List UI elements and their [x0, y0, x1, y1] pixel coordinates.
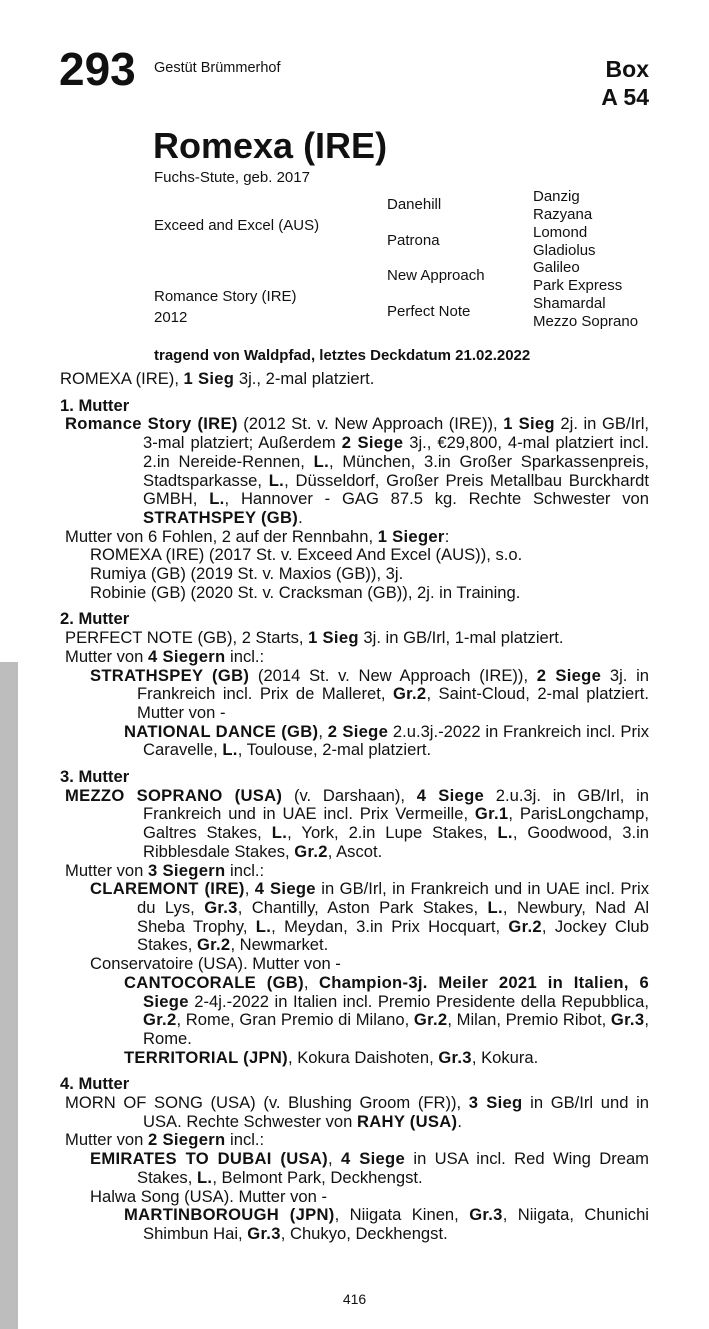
text: 3. Mutter [60, 767, 130, 787]
text: in USA incl. Red Wing Dream Stakes, [137, 1149, 649, 1187]
paragraph [0, 648, 649, 667]
bold-text: 4 Siege [340, 1149, 405, 1169]
bold-text: Gr.2 [294, 841, 328, 861]
paragraph [0, 723, 649, 760]
bold-text: L. [196, 1167, 213, 1187]
bold-text: NATIONAL DANCE (GB) [124, 721, 319, 741]
text: in GB/Irl und in USA. Rechte Schwester von [143, 1093, 649, 1131]
paragraph [0, 1188, 649, 1207]
covering-info: tragend von Waldpfad, letztes Deckdatum 21.02.2022 [154, 347, 531, 364]
box-number: A 54 [601, 84, 649, 110]
text: 1. Mutter [60, 395, 130, 415]
text: : [444, 526, 450, 546]
text: , Newmarket. [230, 935, 329, 955]
text: . [457, 1111, 463, 1131]
text: 2-4j.-2022 in Italien incl. Premio Presidente della Repubblica, [188, 991, 649, 1011]
text: , York, 2.in Lupe Stakes, [287, 823, 498, 843]
text: , Rome, Gran Premio di Milano, [176, 1010, 414, 1030]
text: , [327, 1149, 341, 1169]
text: 3j., 2-mal platziert. [234, 369, 375, 388]
paragraph [0, 546, 649, 565]
bold-text: L. [209, 489, 225, 509]
text: 2j. in GB/Irl, 3-mal platziert; Außerdem [143, 414, 650, 453]
text: (2014 St. v. New Approach (IRE)), [249, 665, 537, 685]
bold-text: Gr.2 [392, 684, 427, 704]
bold-text: EMIRATES TO DUBAI (USA) [90, 1149, 328, 1169]
pedigree-gen3: Shamardal [533, 295, 606, 312]
bold-text: 2 Siege [536, 665, 602, 685]
paragraph [0, 370, 649, 389]
text: Mutter von [65, 1130, 149, 1150]
text: 2. Mutter [60, 609, 130, 629]
bold-text: 4 Siege [254, 879, 316, 899]
text: , Rome. [143, 1010, 649, 1048]
bold-text: 2 Siege [327, 721, 389, 741]
paragraph [0, 974, 649, 1049]
text: , ParisLongchamp, Galtres Stakes, [143, 804, 649, 843]
text: , Meydan, 3.in Prix Hocquart, [271, 916, 509, 936]
bold-text: 3 Sieg [468, 1093, 523, 1113]
section-heading [0, 1075, 649, 1094]
text: 2.u.3j.-2022 in Frankreich incl. Prix Caravelle, [143, 721, 649, 760]
paragraph [0, 667, 649, 723]
pedigree-notes [0, 370, 649, 1244]
paragraph [0, 1094, 649, 1131]
bold-text: L. [255, 916, 272, 936]
text: . [298, 507, 303, 527]
pedigree-gen3: Danzig [533, 188, 580, 205]
text: 2.u.3j. in GB/Irl, in Frankreich und in UAE incl. Prix Vermeille, [143, 785, 649, 824]
bold-text: Gr.3 [438, 1047, 472, 1067]
text: , Belmont Park, Deckhengst. [212, 1167, 423, 1187]
bold-text: Gr.3 [610, 1010, 645, 1030]
text: , [244, 879, 255, 899]
paragraph [0, 1131, 649, 1150]
bold-text: 4 Siegern [148, 646, 226, 666]
bold-text: 1 Sieg [503, 414, 555, 434]
text: (2012 St. v. New Approach (IRE)), [237, 414, 504, 434]
text: ROMEXA (IRE), [60, 369, 184, 388]
text: , München, 3.in Großer Sparkassenpreis, Stadtsparkasse, [143, 451, 649, 490]
bold-text: Gr.2 [196, 935, 231, 955]
bold-text: Gr.1 [474, 804, 509, 824]
text: , Ascot. [327, 841, 383, 861]
text: , Milan, Premio Ribot, [447, 1010, 611, 1030]
bold-text: 3 Siegern [148, 860, 226, 880]
paragraph [0, 629, 649, 648]
pedigree-gen3: Park Express [533, 277, 623, 294]
paragraph [0, 1206, 649, 1243]
bold-text: Gr.2 [413, 1010, 448, 1030]
paragraph [0, 565, 649, 584]
bold-text: STRATHSPEY (GB) [90, 665, 250, 685]
pedigree-gen2: New Approach [387, 267, 485, 284]
lot-number: 293 [59, 43, 136, 95]
text: 4. Mutter [60, 1074, 130, 1094]
owner-name: Gestüt Brümmerhof [154, 60, 281, 76]
bold-text: L. [487, 897, 503, 917]
text: 3j. in GB/Irl, 1-mal platziert. [358, 628, 564, 648]
bold-text: L. [268, 470, 285, 490]
bold-text: TERRITORIAL (JPN) [124, 1047, 288, 1067]
text: in GB/Irl, in Frankreich und in UAE incl. Prix du Lys, [137, 879, 649, 917]
bold-text: Gr.2 [143, 1010, 177, 1030]
text: Mutter von [65, 646, 149, 666]
text: incl.: [225, 1130, 265, 1150]
text: , Kokura. [471, 1047, 539, 1067]
text: incl.: [225, 860, 265, 880]
text: Halwa Song (USA). Mutter von - [90, 1186, 328, 1206]
pedigree-gen3: Galileo [533, 259, 580, 276]
text: Mutter von 6 Fohlen, 2 auf der Rennbahn, [65, 526, 378, 546]
bold-text: 1 Sieger [377, 526, 445, 546]
text: Mutter von [65, 860, 149, 880]
pedigree-gen3: Mezzo Soprano [533, 313, 639, 330]
text: , Kokura Daishoten, [287, 1047, 439, 1067]
text: Robinie (GB) (2020 St. v. Cracksman (GB)), 2j. in Training. [90, 582, 521, 602]
pedigree-gen2: Patrona [387, 232, 440, 249]
bold-text: MEZZO SOPRANO (USA) [65, 785, 283, 805]
paragraph [0, 862, 649, 881]
paragraph [0, 1150, 649, 1187]
bold-text: STRATHSPEY (GB) [143, 507, 299, 527]
paragraph [0, 787, 649, 862]
text: , Jockey Club Stakes, [137, 916, 649, 955]
paragraph [0, 1049, 649, 1068]
text: ROMEXA (IRE) (2017 St. v. Exceed And Excel (AUS)), s.o. [90, 545, 523, 565]
paragraph [0, 415, 649, 527]
text: incl.: [225, 646, 265, 666]
bold-text: Gr.2 [508, 916, 542, 936]
horse-name: Romexa (IRE) [153, 125, 388, 166]
text: , Toulouse, 2-mal platziert. [237, 740, 432, 760]
box-location [601, 55, 649, 111]
bold-text: MARTINBOROUGH (JPN) [124, 1205, 335, 1225]
pedigree-gen3: Razyana [533, 206, 593, 223]
paragraph [0, 880, 649, 955]
pedigree-gen3: Gladiolus [533, 242, 596, 259]
bold-text: Gr.3 [247, 1223, 281, 1243]
text: Rumiya (GB) (2019 St. v. Maxios (GB)), 3j. [90, 564, 404, 584]
bold-text: L. [497, 823, 513, 843]
text: (v. Darshaan), [282, 785, 417, 805]
bold-text: RAHY (USA) [356, 1111, 458, 1131]
bold-text: CLAREMONT (IRE) [90, 879, 245, 899]
text: PERFECT NOTE (GB), 2 Starts, [65, 628, 309, 648]
bold-text: 1 Sieg [308, 628, 359, 648]
section-heading [0, 768, 649, 787]
text: Conservatoire (USA). Mutter von - [90, 954, 341, 974]
paragraph [0, 955, 649, 974]
pedigree-dam-year: 2012 [154, 309, 188, 326]
bold-text: Gr.3 [204, 897, 238, 917]
section-heading [0, 610, 649, 629]
pedigree-gen2: Perfect Note [387, 303, 471, 320]
text: , Niigata Kinen, [334, 1205, 470, 1225]
page-number: 416 [342, 1291, 367, 1307]
text: , Chantilly, Aston Park Stakes, [237, 897, 488, 917]
bold-text: L. [271, 823, 288, 843]
paragraph [0, 584, 649, 603]
bold-text: 2 Siegern [148, 1130, 226, 1150]
text: , Düsseldorf, Großer Preis Metallbau Burckhardt GMBH, [143, 470, 649, 509]
pedigree-dam: Romance Story (IRE) [154, 288, 297, 305]
text: 3j., €29,800, 4-mal platziert incl. 2.in Nereide-Rennen, [143, 433, 649, 471]
text: , Niigata, Chunichi Shimbun Hai, [143, 1205, 649, 1243]
text: , Newbury, Nad Al Sheba Trophy, [137, 897, 650, 936]
section-heading [0, 397, 649, 416]
pedigree-gen3: Lomond [533, 224, 588, 241]
bold-text: CANTOCORALE (GB) [124, 972, 304, 992]
text: , [303, 972, 319, 992]
text: MORN OF SONG (USA) (v. Blushing Groom (FR)), [65, 1093, 469, 1113]
text: , Goodwood, 3.in Ribblesdale Stakes, [143, 823, 650, 861]
bold-text: 1 Sieg [183, 369, 235, 388]
text: , [318, 721, 328, 741]
text: 3j. in Frankreich incl. Prix de Malleret, [137, 665, 649, 704]
pedigree-gen2: Danehill [387, 196, 442, 213]
bold-text: L. [222, 740, 238, 760]
bold-text: Gr.3 [469, 1205, 503, 1225]
bold-text: 2 Siege [341, 433, 404, 453]
text: , Chukyo, Deckhengst. [280, 1223, 448, 1243]
bold-text: Romance Story (IRE) [65, 414, 238, 434]
bold-text: Champion-3j. Meiler 2021 in Italien, 6 Siege [143, 972, 649, 1011]
box-label: Box [605, 56, 649, 82]
horse-description: Fuchs-Stute, geb. 2017 [154, 169, 310, 186]
pedigree-sire: Exceed and Excel (AUS) [154, 217, 320, 234]
bold-text: 4 Siege [416, 785, 485, 805]
bold-text: L. [313, 451, 329, 471]
text: , Hannover - GAG 87.5 kg. Rechte Schwester von [224, 489, 649, 509]
text: , Saint-Cloud, 2-mal platziert. Mutter von - [137, 684, 649, 722]
paragraph [0, 528, 649, 547]
